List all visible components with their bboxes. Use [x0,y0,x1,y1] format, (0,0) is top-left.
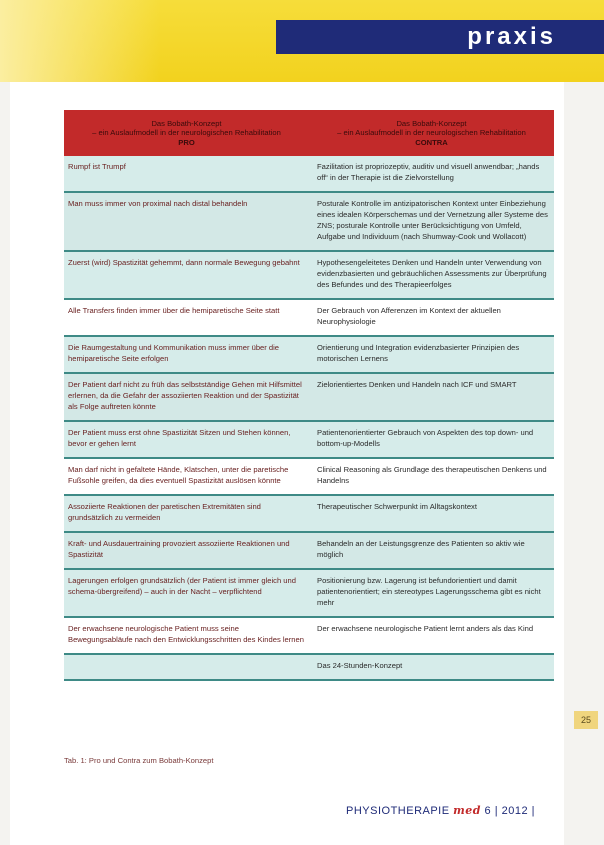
contra-cell: Therapeutischer Schwerpunkt im Alltagskontext [309,495,554,532]
contra-cell: Positionierung bzw. Lagerung ist befundorientiert und damit patientenorientiert; ein stereotypes Lagerungsschema gibt es nicht mehr [309,569,554,617]
contra-cell: Behandeln an der Leistungsgrenze des Patienten so aktiv wie möglich [309,532,554,569]
journal-name: PHYSIOTHERAPIE [346,805,450,817]
contra-cell: Clinical Reasoning als Grundlage des therapeutischen Denkens und Handelns [309,458,554,495]
pro-cell: Man darf nicht in gefaltete Hände, Klatschen, unter die paretische Fußsohle greifen, da dies eventuell Spastizität auslösen könnte [64,458,309,495]
pro-contra-table [64,110,554,681]
table-row [64,569,554,617]
page-number: 25 [574,711,598,729]
table-row [64,336,554,373]
table-row [64,617,554,654]
contra-header-line2: – ein Auslaufmodell in der neurologischen Rehabilitation [337,128,526,138]
pro-cell: Kraft- und Ausdauertraining provoziert assoziierte Reaktionen und Spastizität [64,532,309,569]
pro-header-line1: Das Bobath-Konzept [151,118,222,128]
pro-cell: Lagerungen erfolgen grundsätzlich (der Patient ist immer gleich und schema-übergreifend) – auch in der Nacht – verpflichtend [64,569,309,617]
pro-cell: Assoziierte Reaktionen der paretischen Extremitäten sind grundsätzlich zu vermeiden [64,495,309,532]
contra-cell: Posturale Kontrolle im antizipatorischen Kontext unter Einbeziehung eines idealen Körperschemas und der Vernetzung aller Systeme des ZNS; posturale Kontrolle unter Berücksichtigung von Umfeld, Aufgabe und Individuum (nach Shumway-Cook und Wollacott) [309,192,554,251]
table-body [64,156,554,680]
table-row [64,654,554,680]
journal-issue: 6 | 2012 | [484,805,536,817]
contra-cell: Der erwachsene neurologische Patient lernt anders als das Kind [309,617,554,654]
table-row [64,458,554,495]
pro-cell: Man muss immer von proximal nach distal behandeln [64,192,309,251]
pro-cell: Die Raumgestaltung und Kommunikation muss immer über die hemiparetische Seite erfolgen [64,336,309,373]
pro-header-line2: – ein Auslaufmodell in der neurologischen Rehabilitation [92,128,281,138]
table-row [64,532,554,569]
pro-cell: Alle Transfers finden immer über die hemiparetische Seite statt [64,299,309,336]
header-band-fade [0,0,160,82]
pro-cell [64,654,309,680]
table-row [64,192,554,251]
journal-name-med: med [453,804,481,817]
contra-cell: Orientierung und Integration evidenzbasierter Prinzipien des motorischen Lernens [309,336,554,373]
table-row [64,495,554,532]
contra-cell: Zielorientiertes Denken und Handeln nach ICF und SMART [309,373,554,421]
contra-cell: Fazilitation ist propriozeptiv, auditiv und visuell anwendbar; „hands off“ in der Therapie ist die Zielvorstellung [309,156,554,192]
pro-cell: Der erwachsene neurologische Patient muss seine Bewegungsabläufe nach den Entwicklungsschritten des Kindes lernen [64,617,309,654]
section-title-praxis [276,20,604,54]
table-row [64,299,554,336]
contra-cell: Das 24-Stunden-Konzept [309,654,554,680]
table-row [64,373,554,421]
table-row [64,251,554,299]
journal-footer [346,804,535,817]
contra-header-tag: CONTRA [415,137,448,147]
pro-cell: Rumpf ist Trumpf [64,156,309,192]
pro-column-header [64,110,309,156]
section-title-text: praxis [467,23,556,50]
pro-header-tag: PRO [178,137,195,147]
contra-header-line1: Das Bobath-Konzept [396,118,467,128]
table-header-row [64,110,554,156]
contra-cell: Patientenorientierter Gebrauch von Aspekten des top down- und bottom-up-Modells [309,421,554,458]
contra-column-header [309,110,554,156]
table-caption: Tab. 1: Pro und Contra zum Bobath-Konzept [64,756,214,765]
table-row [64,421,554,458]
table-row [64,156,554,192]
pro-cell: Der Patient muss erst ohne Spastizität Sitzen und Stehen können, bevor er gehen lernt [64,421,309,458]
pro-cell: Der Patient darf nicht zu früh das selbstständige Gehen mit Hilfsmittel erlernen, da die Gefahr der assoziierten Reaktion und der Spastizität als Folge auftreten könnte [64,373,309,421]
contra-cell: Der Gebrauch von Afferenzen im Kontext der aktuellen Neurophysiologie [309,299,554,336]
contra-cell: Hypothesengeleitetes Denken und Handeln unter Verwendung von evidenzbasierten und gebräuchlichen Assessments zur Überprüfung des Befundes und des Therapieerfolges [309,251,554,299]
pro-cell: Zuerst (wird) Spastizität gehemmt, dann normale Bewegung gebahnt [64,251,309,299]
